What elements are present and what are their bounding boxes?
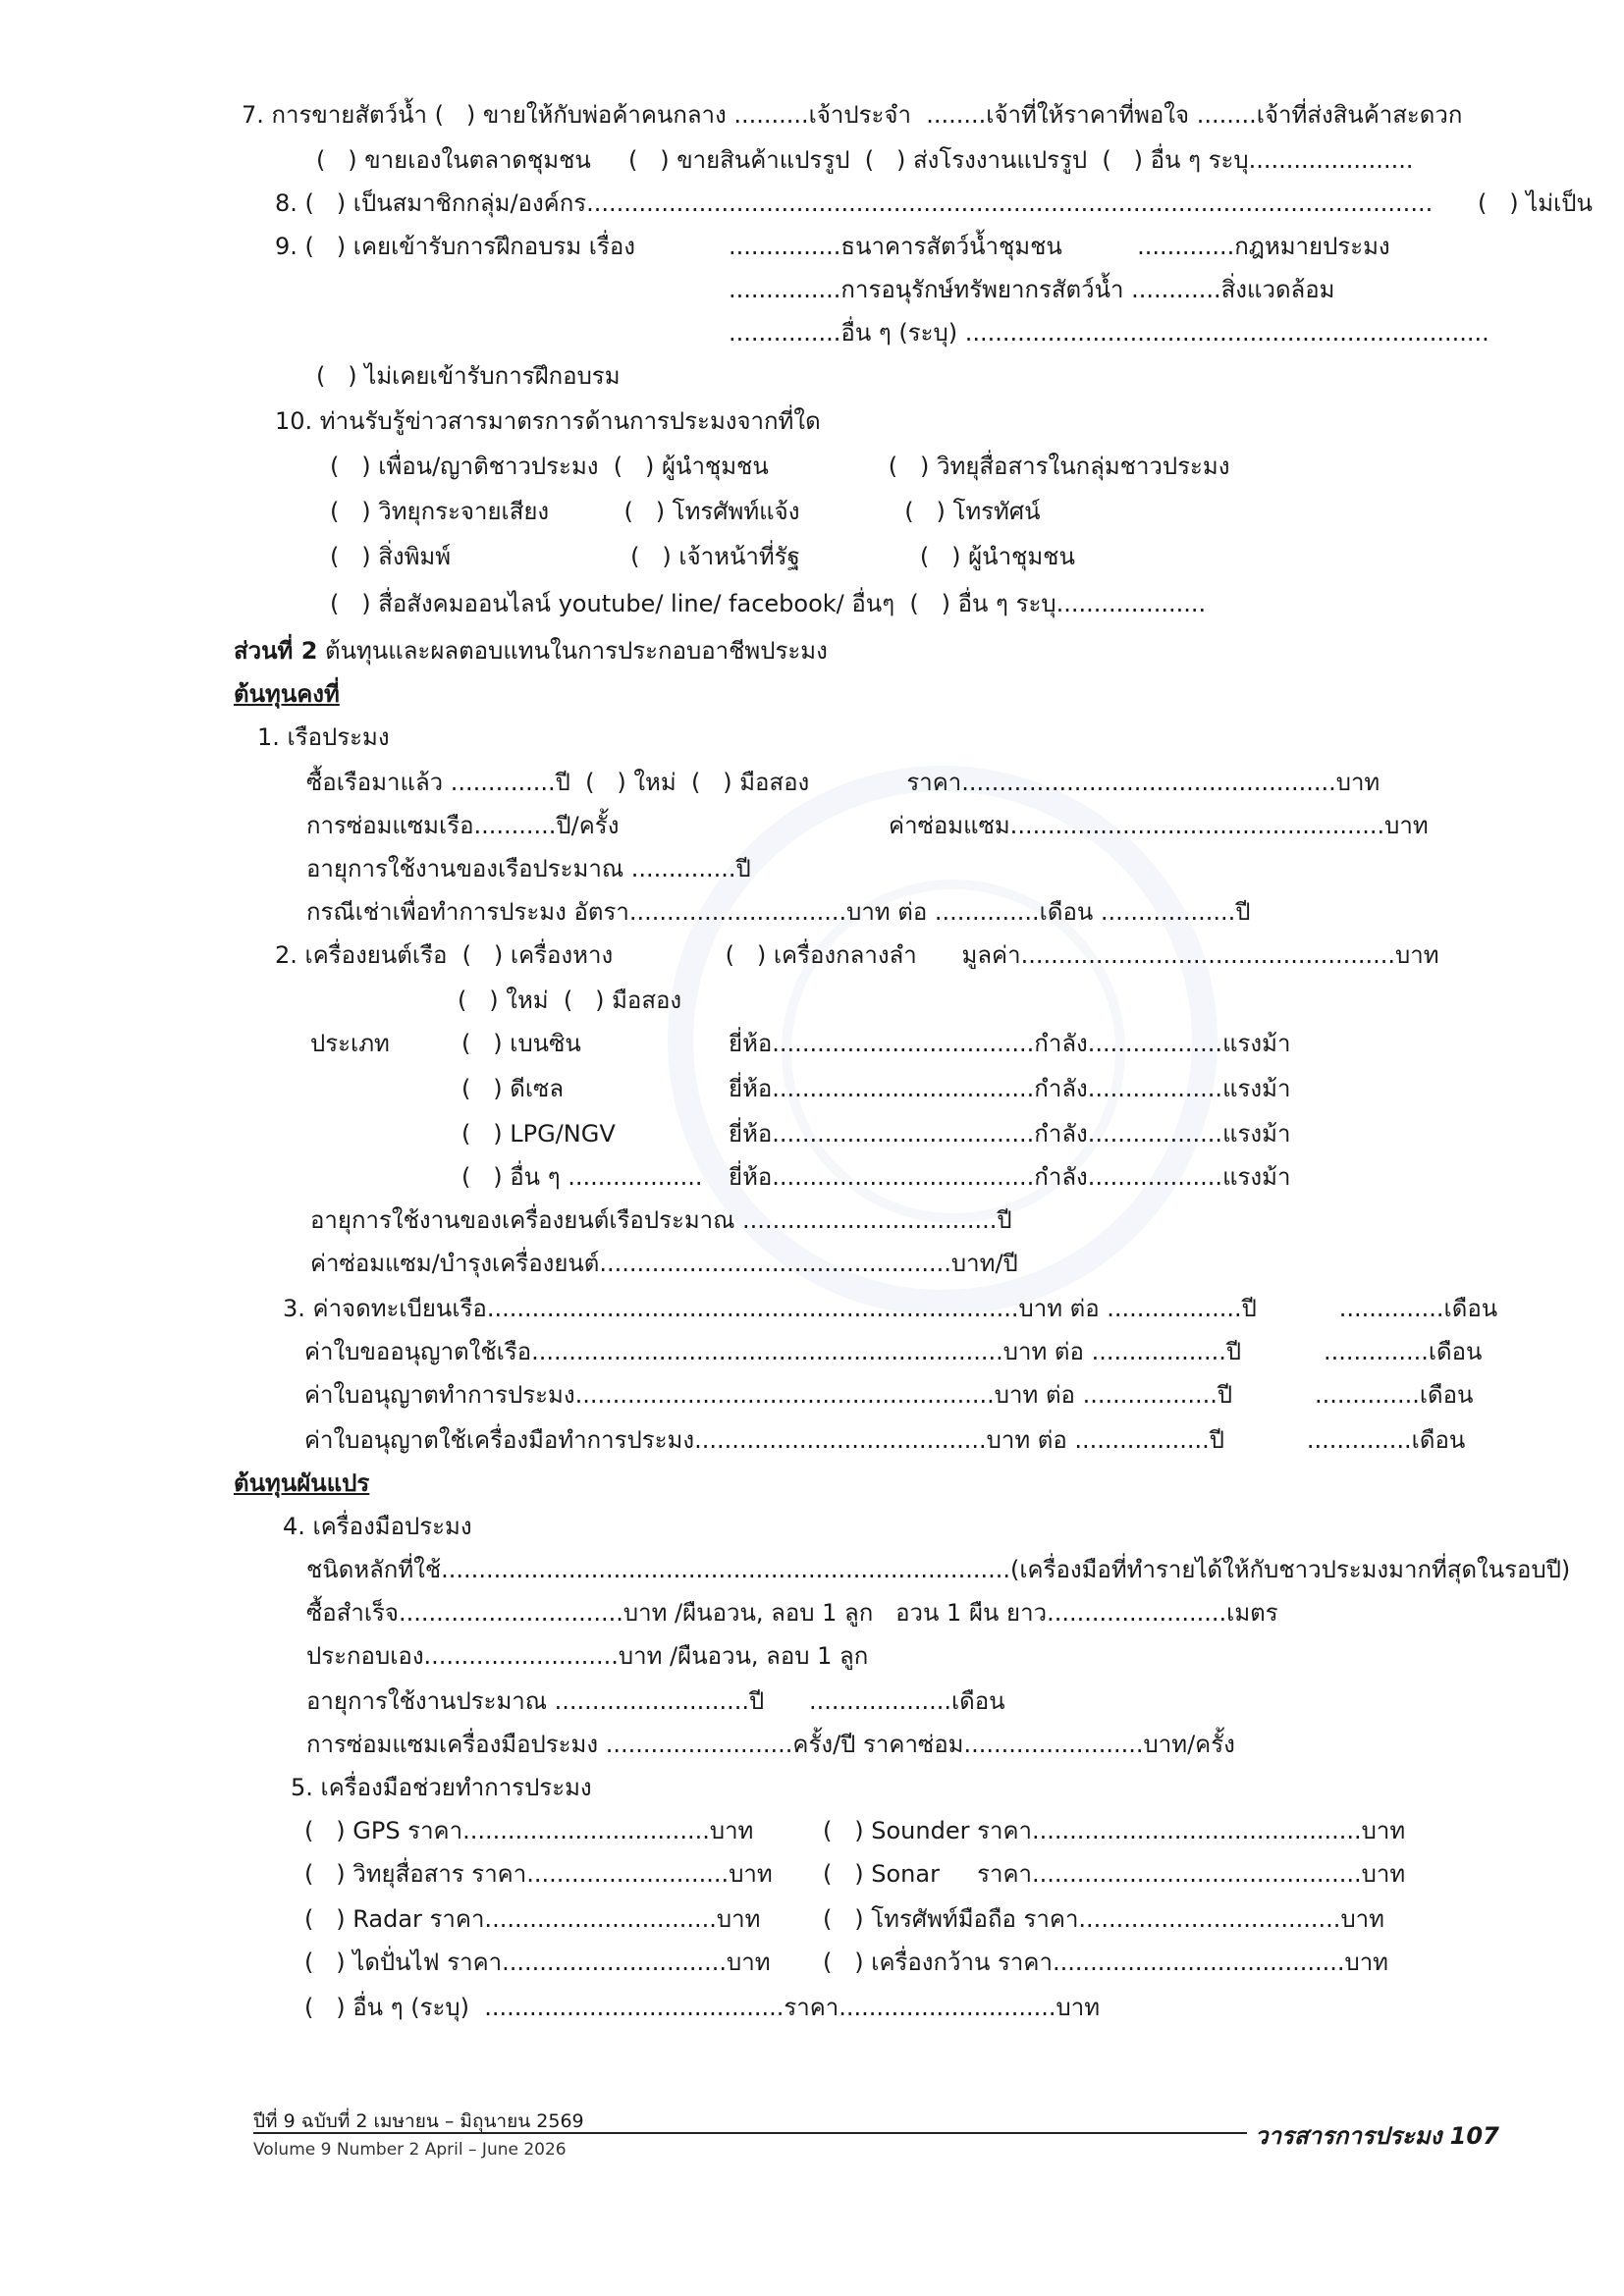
item-3-registration: 3. ค่าจดทะเบียนเรือ.......................................................................บาท ต่อ ..................ปี ..............เดือน <box>283 1295 1498 1322</box>
boat-lifetime-line: อายุการใช้งานของเรือประมาณ ..............ปี <box>306 855 751 882</box>
variable-cost-heading: ต้นทุนผันแปร <box>234 1469 370 1497</box>
aid-gps: ( ) GPS ราคา.................................บาท <box>304 1817 754 1844</box>
boat-repair-line: การซ่อมแซมเรือ...........ปี/ครั้ง ค่าซ่อมแซม..................................................บาท <box>306 812 1429 839</box>
q10-row3: ( ) สิ่งพิมพ์ ( ) เจ้าหน้าที่รัฐ ( ) ผู้นำชุมชน <box>330 543 1075 570</box>
engine-brand-diesel: ยี่ห้อ...................................กำลัง..................แรงม้า <box>729 1075 1291 1102</box>
gear-license-line: ค่าใบอนุญาตใช้เครื่องมือทำการประมง.......................................บาท ต่อ ..................ปี ..............เดือน <box>304 1426 1466 1454</box>
engine-type-diesel: ( ) ดีเซล <box>461 1075 565 1102</box>
gear-main-type-line: ชนิดหลักที่ใช้............................................................................(เครื่องมือที่ทำรายได้ให้กับชาวประมงมากที่สุดในรอบปี) <box>306 1556 1571 1583</box>
item-2-engine: 2. เครื่องยนต์เรือ ( ) เครื่องหาง ( ) เครื่องกลางลำ มูลค่า..................................................บาท <box>275 941 1439 969</box>
aid-other: ( ) อื่น ๆ (ระบุ) ........................................ราคา.............................บาท <box>304 1994 1101 2021</box>
boat-purchase-line: ซื้อเรือมาแล้ว ..............ปี ( ) ใหม่ ( ) มือสอง ราคา..................................................บาท <box>306 769 1380 796</box>
q10-heading: 10. ท่านรับรู้ข่าวสารมาตรการด้านการประมงจากที่ใด <box>275 407 821 435</box>
aid-radio: ( ) วิทยุสื่อสาร ราคา...........................บาท <box>304 1860 773 1888</box>
engine-repair-line: ค่าซ่อมแซม/บำรุงเครื่องยนต์...............................................บาท/ปี <box>310 1250 1018 1277</box>
item-4-gear: 4. เครื่องมือประมง <box>283 1513 472 1540</box>
boat-rent-line: กรณีเช่าเพื่อทำการประมง อัตรา.............................บาท ต่อ ..............เดือน ..................ปี <box>306 898 1251 926</box>
aid-mobile-phone: ( ) โทรศัพท์มือถือ ราคา...................................บาท <box>823 1905 1384 1933</box>
q9-line: 9. ( ) เคยเข้ารับการฝึกอบรม เรื่อง <box>275 233 636 260</box>
section-2-label: ส่วนที่ 2 <box>234 637 318 665</box>
engine-type-benzin: ( ) เบนซิน <box>461 1030 581 1057</box>
aid-sonar: ( ) Sonar ราคา............................................บาท <box>823 1860 1406 1888</box>
boat-permit-line: ค่าใบขออนุญาตใช้เรือ...............................................................บาท ต่อ ..................ปี ..............เดือน <box>304 1338 1483 1365</box>
aid-radar: ( ) Radar ราคา...............................บาท <box>304 1905 761 1933</box>
q9-option-row3: ...............อื่น ๆ (ระบุ) ...................................................................... <box>729 319 1489 347</box>
section-2-title: ต้นทุนและผลตอบแทนในการประกอบอาชีพประมง <box>317 637 828 665</box>
q9-no-training: ( ) ไม่เคยเข้ารับการฝึกอบรม <box>316 362 621 390</box>
fixed-cost-heading: ต้นทุนคงที่ <box>234 680 340 708</box>
aid-generator: ( ) ไดปั่นไฟ ราคา..............................บาท <box>304 1949 771 1976</box>
engine-condition: ( ) ใหม่ ( ) มือสอง <box>458 987 682 1014</box>
aid-winch: ( ) เครื่องกว้าน ราคา.......................................บาท <box>823 1949 1388 1976</box>
engine-brand-benzin: ยี่ห้อ...................................กำลัง..................แรงม้า <box>729 1030 1291 1057</box>
q7-line2: ( ) ขายเองในตลาดชุมชน ( ) ขายสินค้าแปรรูป ( ) ส่งโรงงานแปรรูป ( ) อื่น ๆ ระบุ...................... <box>316 146 1414 174</box>
footer-issue-thai: ปีที่ 9 ฉบับที่ 2 เมษายน – มิถุนายน 2569 <box>253 2110 584 2132</box>
engine-brand-lpg: ยี่ห้อ...................................กำลัง..................แรงม้า <box>729 1120 1291 1148</box>
footer-journal-page: วารสารการประมง 107 <box>1255 2122 1499 2150</box>
q10-row2: ( ) วิทยุกระจายเสียง ( ) โทรศัพท์แจ้ง ( ) โทรทัศน์ <box>330 498 1041 525</box>
q8-line: 8. ( ) เป็นสมาชิกกลุ่ม/องค์กร................................................................................................................. ( ) ไม่เป็น <box>275 189 1593 217</box>
engine-type-lpg: ( ) LPG/NGV <box>461 1120 616 1148</box>
section-2-heading <box>234 636 828 666</box>
gear-bought-line: ซื้อสำเร็จ..............................บาท /ผืนอวน, ลอบ 1 ลูก อวน 1 ผืน ยาว........................เมตร <box>306 1599 1278 1627</box>
q9-option-row1: ...............ธนาคารสัตว์น้ำชุมชน .............กฎหมายประมง <box>729 233 1390 260</box>
gear-lifetime-line: อายุการใช้งานประมาณ ..........................ปี ...................เดือน <box>306 1687 1005 1715</box>
footer-issue-english: Volume 9 Number 2 April – June 2026 <box>253 2140 567 2160</box>
fishing-license-line: ค่าใบอนุญาตทำการประมง........................................................บาท ต่อ ..................ปี ..............เดือน <box>304 1381 1474 1409</box>
engine-type-other: ( ) อื่น ๆ .................. <box>461 1163 703 1191</box>
q9-option-row2: ...............การอนุรักษ์ทรัพยากรสัตว์น้ำ ............สิ่งแวดล้อม <box>729 276 1335 303</box>
q7-line1: 7. การขายสัตว์น้ำ ( ) ขายให้กับพ่อค้าคนกลาง ..........เจ้าประจำ ........เจ้าที่ให้ราคาที่พอใจ ........เจ้าที่ส่งสินค้าสะดวก <box>242 101 1463 129</box>
aid-sounder: ( ) Sounder ราคา............................................บาท <box>823 1817 1406 1844</box>
item-1-boat: 1. เรือประมง <box>257 723 390 751</box>
footer-rule <box>253 2132 1247 2134</box>
engine-lifetime-line: อายุการใช้งานของเครื่องยนต์เรือประมาณ ..................................ปี <box>310 1206 1012 1234</box>
item-5-aids: 5. เครื่องมือช่วยทำการประมง <box>291 1774 592 1801</box>
engine-type-label: ประเภท <box>310 1030 390 1057</box>
q10-row1: ( ) เพื่อน/ญาติชาวประมง ( ) ผู้นำชุมชน ( ) วิทยุสื่อสารในกลุ่มชาวประมง <box>330 453 1230 480</box>
gear-self-made-line: ประกอบเอง..........................บาท /ผืนอวน, ลอบ 1 ลูก <box>306 1642 869 1670</box>
engine-brand-other: ยี่ห้อ...................................กำลัง..................แรงม้า <box>729 1163 1291 1191</box>
q10-row4: ( ) สื่อสังคมออนไลน์ youtube/ line/ facebook/ อื่นๆ ( ) อื่น ๆ ระบุ.................... <box>330 590 1207 617</box>
gear-repair-line: การซ่อมแซมเครื่องมือประมง .........................ครั้ง/ปี ราคาซ่อม........................บาท/ครั้ง <box>306 1731 1235 1758</box>
